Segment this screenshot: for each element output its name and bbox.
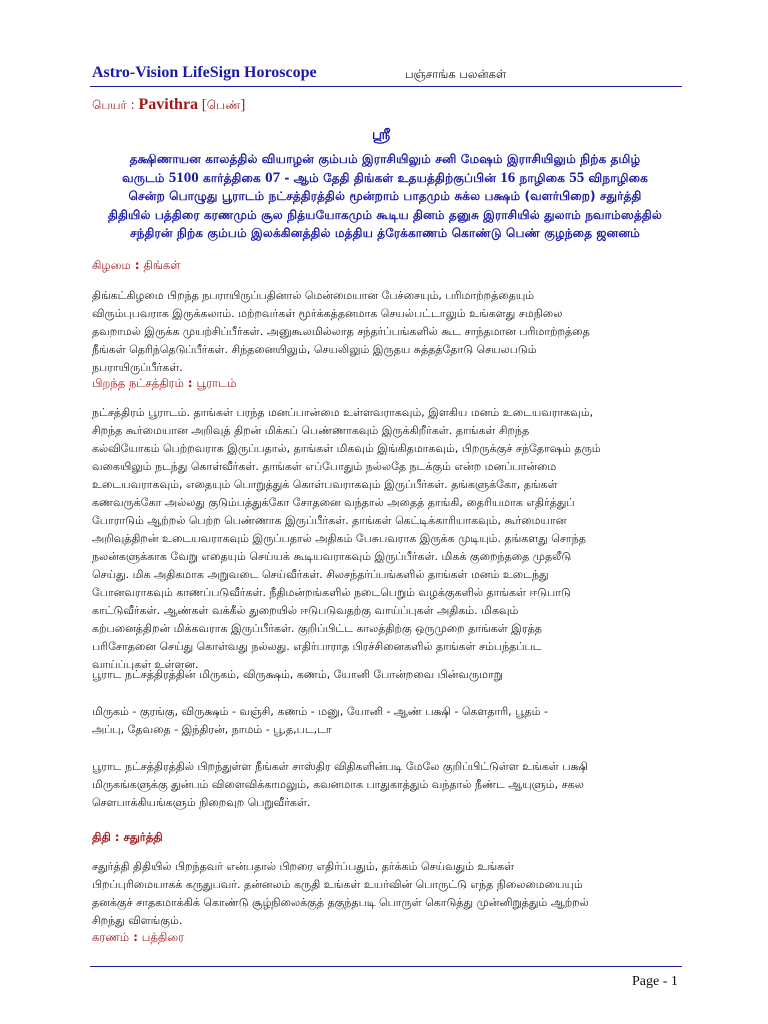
heading-separator: : <box>183 376 197 390</box>
paragraph-line: அறிவுத்திறன் உடையவராகவும் இருப்பதால் அதிகம் பேசுபவராக இருக்க முடியும். தங்களது சொந்த <box>92 532 586 545</box>
heading-value: பத்திரை <box>141 930 185 944</box>
paragraph-line: அப்பு, தேவதை - இந்திரன், நாமம் - பூ,த,பட,டா <box>92 723 332 736</box>
gender-close: ] <box>240 97 246 113</box>
heading-label: கரணம் <box>92 930 130 944</box>
header-divider <box>90 86 682 87</box>
intro-line: சந்திரன் நிற்க கும்பம் இலக்கினத்தில் மத்திய த்ரேக்காணம் கொண்டு பெண் குழந்தை ஜனனம் <box>129 226 640 240</box>
heading-separator: : <box>129 930 142 944</box>
paragraph-line: செய்து. மிக அதிகமாக அறுவடை செய்வீர்கள். சிலசந்தர்ப்பங்களில் தாங்கள் மனம் உடைந்து <box>92 568 549 581</box>
intro-line: சென்ற பொழுது பூராடம் நட்சத்திரத்தில் மூன்றாம் பாதமும் சுக்ல பக்ஷம் (வளர்பிறை) சதுர்த்தி <box>128 189 642 203</box>
page-number: Page - 1 <box>632 974 678 989</box>
heading-value: பூராடம் <box>196 376 237 390</box>
intro-line: திதியில் பத்திரை கரணமும் சூல நித்யயோகமும் கூடிய தினம் தனுசு இராசியில் துலாம் நவாம்ஸத்தில் <box>107 207 662 222</box>
paragraph-line: போனவராகவும் காணப்படுவீர்கள். நீதிமன்றங்களில் நடைபெறும் வழக்குகளில் தாங்கள் ஈடுபாடு <box>92 586 571 599</box>
gender-value: பெண் <box>206 98 241 112</box>
page-header <box>92 64 680 86</box>
paragraph-line: சதுர்த்தி திதியில் பிறந்தவர் என்பதால் பிறரை எதிர்ப்பதும், தர்க்கம் செய்வதும் உங்கள் <box>92 860 515 873</box>
paragraph-line: நபராயிருப்பீர்கள். <box>92 361 183 374</box>
paragraph-line: விரும்புபவராக இருக்கலாம். மற்றவர்கள் மூர்க்கத்தனமாக செயல்பட்டாலும் உங்களது சமநிலை <box>92 307 563 320</box>
tithi-paragraph <box>92 858 678 930</box>
star-paragraph <box>92 404 678 674</box>
paragraph-line: நட்சத்திரம் பூராடம். தாங்கள் பரந்த மனப்பான்மை உள்ளவராகவும், இளகிய மனம் உடையவராகவும், <box>92 406 594 419</box>
person-name: Pavithra <box>138 96 199 113</box>
section-title: பஞ்சாங்க பலன்கள் <box>405 67 507 81</box>
heading-label: திதி <box>92 830 111 844</box>
intro-nazhigai: 16 <box>500 169 516 186</box>
name-line <box>92 96 245 114</box>
weekday-paragraph <box>92 287 678 377</box>
heading-value: திங்கள் <box>143 258 181 272</box>
intro-day: 07 <box>265 169 281 186</box>
paragraph-line: தவறாமல் இருக்க முயற்சிப்பீர்கள். அனுகூலமில்லாத சந்தர்ப்பங்களில் கூட சாந்தமான பரிமாற்றத்தை <box>92 325 590 338</box>
name-label: பெயர் : <box>92 98 139 112</box>
paragraph-line: உடையவராகவும், எதையும் பொறுத்துக் கொள்பவராகவும் இருப்பீர்கள். தங்களுக்கோ, தங்கள் <box>92 478 558 491</box>
shri-symbol: ஸ்ரீ <box>372 127 391 143</box>
footer-divider <box>90 966 682 967</box>
paragraph-line: நீங்கள் தெரிந்தெடுப்பீர்கள். சிந்தனையிலும், செயலிலும் இருதய சுத்தத்தோடு செயலபடும் <box>92 343 537 356</box>
heading-separator: : <box>130 258 144 272</box>
intro-vinazhigai: 55 <box>569 169 585 186</box>
paragraph-line: தனக்குச் சாதகமாக்கிக் கொண்டு சூழ்நிலைக்குத் தகுந்தபடி பொருள் கொடுத்து முன்னிறுத்தும் ஆற்றல் <box>92 896 589 909</box>
intro-text: நாழிகை <box>515 170 570 185</box>
paragraph-line: திங்கட்கிழமை பிறந்த நபராயிருப்பதினால் மென்மையான பேச்சையும், பரிமாற்றத்தையும் <box>92 289 535 302</box>
heading-label: பிறந்த நட்சத்திரம் <box>92 376 184 390</box>
paragraph-line: மிருகம் - குரங்கு, விருக்ஷம் - வஞ்சி, கணம் - மனு, யோனி - ஆண் பக்ஷி - கௌதாரி, பூதம் - <box>92 705 548 718</box>
karanam-heading <box>92 930 184 946</box>
paragraph-line: மிருகங்களுக்கு துன்பம் விளைவிக்காமலும், கவனமாக பாதுகாத்தும் வந்தால் நீண்ட ஆயுளும், சகல <box>92 778 584 791</box>
intro-text: வருடம் <box>122 170 169 185</box>
paragraph-line: கணவருக்கோ அல்லது குடும்பத்துக்கோ சோதனை வந்தால் அதைத் தாங்கி, தைரியமாக எதிர்த்துப் <box>92 496 575 509</box>
paragraph-line: பூராட நட்சத்திரத்தில் பிறந்துள்ள நீங்கள் சாஸ்திர விதிகளின்படி மேலே குறிப்பிட்டுள்ள உங்கள் பக்ஷி <box>92 760 588 773</box>
intro-text: கார்த்திகை <box>198 170 266 185</box>
weekday-heading <box>92 258 181 274</box>
tithi-heading <box>92 830 163 846</box>
paragraph-line: கல்வியோகம் பெற்றவராக இருப்பதால், தாங்கள் மிகவும் இங்கிதமாகவும், பிறருக்குச் சந்தோஷம் தரும் <box>92 442 601 455</box>
intro-line <box>92 169 678 188</box>
paragraph-line: காட்டுவீர்கள். ஆண்கள் வக்கீல் துறையில் ஈடுபடுவதற்கு வாய்ப்புகள் அதிகம். மிகவும் <box>92 604 519 617</box>
paragraph-line: நலன்களுக்காக வேறு எதையும் செய்யக் கூடியவராகவும் இருப்பீர்கள். மிகக் குறைந்ததை முதலீடு <box>92 550 572 563</box>
paragraph-line: பூராட நட்சத்திரத்தின் மிருகம், விருக்ஷம், கணம், யோனி போன்றவை பின்வருமாறு <box>92 668 503 681</box>
paragraph-line: சிறந்த கூர்மையான அறிவுத் திறன் மிக்கப் பெண்ணாகவும் இருக்கிறீர்கள். தாங்கள் சிறந்த <box>92 424 530 437</box>
heading-value: சதுர்த்தி <box>123 830 163 844</box>
paragraph-line: பிறப்புரிமையாகக் கருதுபவர். தன்னலம் கருதி உங்கள் உயர்வின் பொருட்டு எந்த நிலைமையையும் <box>92 878 583 891</box>
intro-line: தக்ஷிணாயன காலத்தில் வியாழன் கும்பம் இராசியிலும் சனி மேஷம் இராசியிலும் நிற்க தமிழ் <box>129 152 641 166</box>
intro-year: 5100 <box>168 169 199 186</box>
intro-text: - ஆம் தேதி திங்கள் உதயத்திற்குப்பின் <box>280 170 501 185</box>
app-title: Astro-Vision LifeSign Horoscope <box>92 64 317 81</box>
star-attributes-list <box>92 703 678 739</box>
paragraph-line: வாய்ப்புகள் உள்ளன. <box>92 658 199 671</box>
paragraph-line: கற்பனைத்திறன் மிக்கவராக இருப்பீர்கள். குறிப்பிட்ட காலத்திற்கு ஒருமுறை தாங்கள் இரத்த <box>92 622 542 635</box>
paragraph-line: போராடும் ஆற்றல் பெற்ற பெண்ணாக இருப்பீர்கள். தாங்கள் கெட்டிக்காரியாகவும், கூர்மையான <box>92 514 567 527</box>
intro-paragraph <box>92 150 678 243</box>
paragraph-line: சௌபாக்கியங்களும் நிறைவுற பெறுவீர்கள். <box>92 796 311 809</box>
paragraph-line: வகையிலும் நடந்து கொள்வீர்கள். தாங்கள் எப்போதும் நல்லதே நடக்கும் என்ற மனப்பான்மை <box>92 460 557 473</box>
intro-text: விநாழிகை <box>584 170 648 185</box>
star-attributes-intro <box>92 666 678 684</box>
star-advice-paragraph <box>92 758 678 812</box>
heading-separator: : <box>110 830 124 844</box>
paragraph-line: சிறந்து விளங்கும். <box>92 914 183 927</box>
gender-open: [ <box>198 97 207 113</box>
star-heading <box>92 376 237 392</box>
heading-label: கிழமை <box>92 258 131 272</box>
paragraph-line: பரிசோதனை செய்து கொள்வது நல்லது. எதிர்பாராத பிரச்சினைகளில் தாங்கள் சம்பந்தப்பட <box>92 640 542 653</box>
